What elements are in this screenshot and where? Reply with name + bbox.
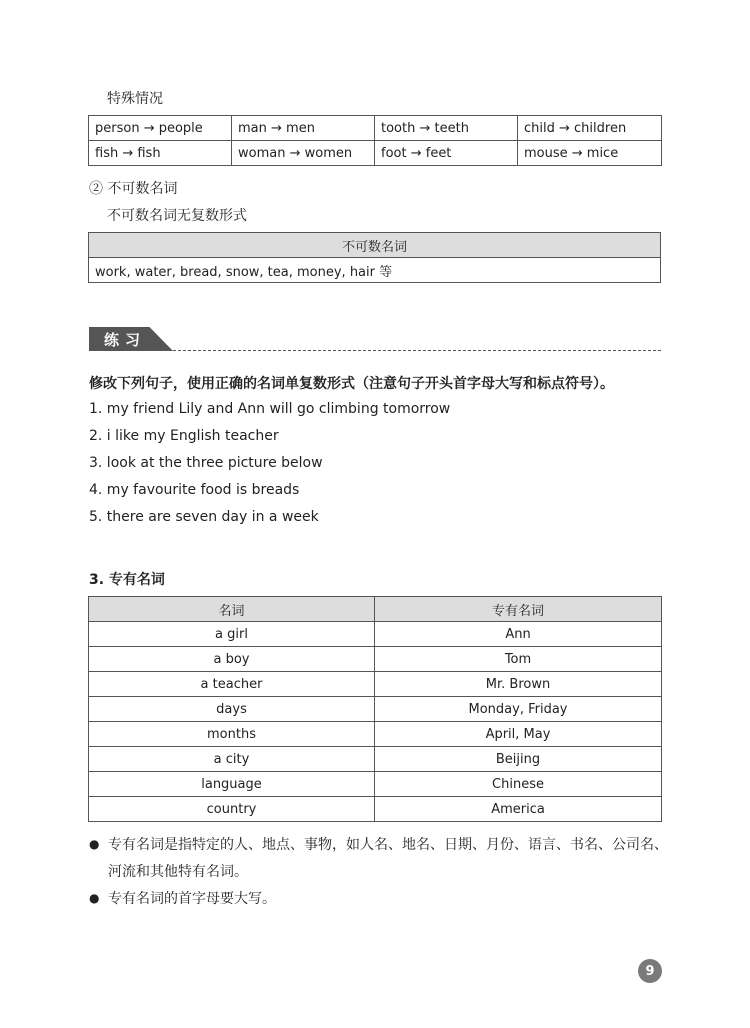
table-cell: mouse → mice (518, 141, 662, 166)
special-cases-heading: 特殊情况 (107, 91, 163, 107)
exercise-item: 4. my favourite food is breads (89, 482, 300, 498)
table-cell: Tom (375, 647, 662, 672)
proper-nouns-heading: 3. 专有名词 (89, 572, 165, 588)
uncountable-table (88, 232, 661, 283)
table-row (89, 647, 662, 672)
exercise-item: 5. there are seven day in a week (89, 509, 319, 525)
exercise-item: 3. look at the three picture below (89, 455, 323, 471)
table-row (89, 672, 662, 697)
uncountable-note: 不可数名词无复数形式 (107, 208, 247, 224)
note-line: 专有名词是指特定的人、地点、事物，如人名、地名、日期、月份、语言、书名、公司名、 (108, 837, 668, 853)
table-cell: a boy (89, 647, 375, 672)
exercise-item: 1. my friend Lily and Ann will go climbing tomorrow (89, 401, 451, 417)
exercise-banner-divider (173, 350, 661, 351)
table-row (89, 772, 662, 797)
table-cell: Ann (375, 622, 662, 647)
table-cell: man → men (232, 116, 375, 141)
table-cell: tooth → teeth (375, 116, 518, 141)
table-cell: Beijing (375, 747, 662, 772)
bullet-dot-icon: ● (89, 891, 100, 905)
table-cell: America (375, 797, 662, 822)
table-cell: woman → women (232, 141, 375, 166)
table-row (89, 141, 662, 166)
table-cell: child → children (518, 116, 662, 141)
table-cell: foot → feet (375, 141, 518, 166)
table-header-cell: 不可数名词 (89, 233, 661, 258)
bullet-dot-icon: ● (89, 837, 100, 851)
table-cell: April, May (375, 722, 662, 747)
table-header-row (89, 597, 662, 622)
table-cell: language (89, 772, 375, 797)
table-row (89, 797, 662, 822)
table-cell: Monday, Friday (375, 697, 662, 722)
table-row (89, 747, 662, 772)
page-number-badge: 9 (638, 959, 662, 983)
uncountable-heading: ② 不可数名词 (89, 181, 178, 197)
exercise-item: 2. i like my English teacher (89, 428, 279, 444)
note-line: 河流和其他特有名词。 (108, 864, 248, 880)
table-cell: country (89, 797, 375, 822)
exercise-instruction: 修改下列句子，使用正确的名词单复数形式（注意句子开头首字母大写和标点符号）。 (89, 376, 614, 392)
table-cell: person → people (89, 116, 232, 141)
table-cell: Mr. Brown (375, 672, 662, 697)
table-row (89, 697, 662, 722)
table-cell: a girl (89, 622, 375, 647)
table-row (89, 622, 662, 647)
table-row (89, 116, 662, 141)
table-cell: a teacher (89, 672, 375, 697)
table-header-row (89, 233, 661, 258)
exercise-banner-label: 练习 (104, 331, 147, 349)
table-cell: Chinese (375, 772, 662, 797)
table-cell: a city (89, 747, 375, 772)
table-header-cell: 专有名词 (375, 597, 662, 622)
table-cell: days (89, 697, 375, 722)
table-header-cell: 名词 (89, 597, 375, 622)
table-row (89, 722, 662, 747)
note-line: 专有名词的首字母要大写。 (108, 891, 276, 907)
table-cell: months (89, 722, 375, 747)
table-row (89, 258, 661, 283)
table-cell: work, water, bread, snow, tea, money, hair 等 (89, 258, 661, 283)
table-cell: fish → fish (89, 141, 232, 166)
proper-nouns-table (88, 596, 662, 822)
special-plurals-table (88, 115, 662, 166)
